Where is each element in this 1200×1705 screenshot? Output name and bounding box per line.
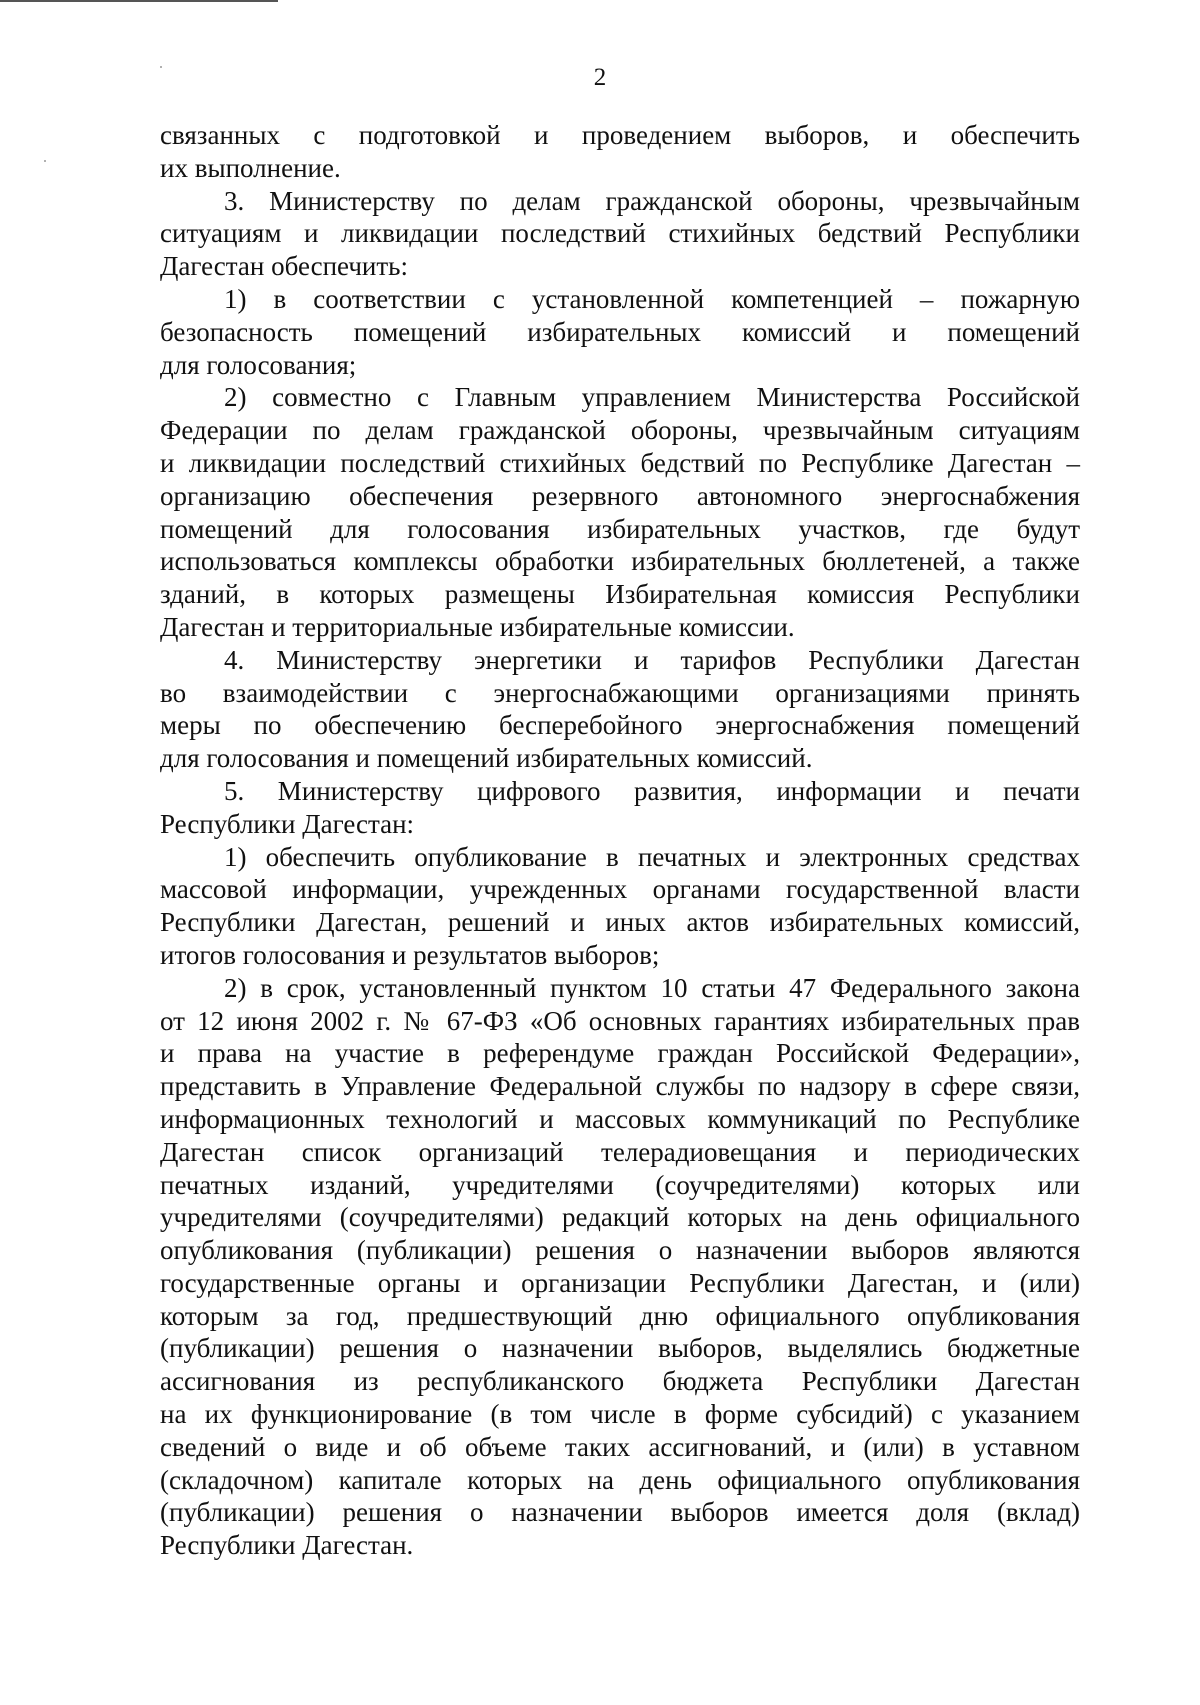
text-line: и права на участие в референдуме граждан Российской Федерации», <box>160 1038 1080 1069</box>
text-line: от 12 июня 2002 г. № 67-ФЗ «Об основных гарантиях избирательных прав <box>160 1005 1080 1036</box>
text-line: Республики Дагестан, решений и иных актов избирательных комиссий, <box>160 907 1080 938</box>
text-line: опубликования (публикации) решения о назначении выборов являются <box>160 1235 1080 1266</box>
text-line: 1) обеспечить опубликование в печатных и электронных средствах <box>224 841 1080 872</box>
text-line: меры по обеспечению бесперебойного энергоснабжения помещений <box>160 710 1080 741</box>
text-line: 5. Министерству цифрового развития, информации и печати <box>224 775 1080 806</box>
text-line: организацию обеспечения резервного автономного энергоснабжения <box>160 480 1080 511</box>
text-line: 4. Министерству энергетики и тарифов Республики Дагестан <box>224 644 1080 675</box>
text-line: использоваться комплексы обработки избирательных бюллетеней, а также <box>160 546 1080 577</box>
text-line: для голосования; <box>160 349 357 380</box>
text-line: Дагестан обеспечить: <box>160 251 408 282</box>
text-line: представить в Управление Федеральной службы по надзору в сфере связи, <box>160 1071 1080 1102</box>
text-line: и ликвидации последствий стихийных бедствий по Республике Дагестан – <box>160 447 1080 478</box>
text-line: учредителями (соучредителями) редакций которых на день официального <box>160 1202 1080 1233</box>
text-line: (публикации) решения о назначении выборов, выделялись бюджетные <box>160 1333 1080 1364</box>
text-line: итогов голосования и результатов выборов; <box>160 939 660 970</box>
text-line: во взаимодействии с энергоснабжающими организациями принять <box>160 677 1080 708</box>
text-line: Дагестан список организаций телерадиовещания и периодических <box>160 1136 1080 1167</box>
text-line: информационных технологий и массовых коммуникаций по Республике <box>160 1103 1080 1134</box>
text-line: Федерации по делам гражданской обороны, чрезвычайным ситуациям <box>160 415 1080 446</box>
scan-edge-line <box>0 0 278 2</box>
text-line: государственные органы и организации Республики Дагестан, и (или) <box>160 1267 1080 1298</box>
text-line: 3. Министерству по делам гражданской обороны, чрезвычайным <box>224 185 1080 216</box>
scan-speck <box>44 160 46 162</box>
text-line: связанных с подготовкой и проведением выборов, и обеспечить <box>160 120 1080 150</box>
text-line: для голосования и помещений избирательных комиссий. <box>160 743 813 774</box>
text-line: сведений о виде и об объеме таких ассигнований, и (или) в уставном <box>160 1431 1080 1462</box>
text-line: зданий, в которых размещены Избирательная комиссия Республики <box>160 579 1080 610</box>
document-body <box>160 119 1080 1562</box>
text-line: помещений для голосования избирательных участков, где будут <box>160 513 1080 544</box>
text-line: 1) в соответствии с установленной компетенцией – пожарную <box>224 283 1080 314</box>
text-line: (складочном) капитале которых на день официального опубликования <box>160 1464 1080 1495</box>
text-line: (публикации) решения о назначении выборов имеется доля (вклад) <box>160 1497 1080 1528</box>
text-line: безопасность помещений избирательных комиссий и помещений <box>160 316 1080 347</box>
text-line: 2) совместно с Главным управлением Министерства Российской <box>224 382 1080 413</box>
text-line: печатных изданий, учредителями (соучредителями) которых или <box>160 1169 1080 1200</box>
page-number: 2 <box>593 64 607 91</box>
text-line: Республики Дагестан. <box>160 1530 414 1561</box>
text-line: которым за год, предшествующий дню официального опубликования <box>160 1300 1080 1331</box>
text-line: ассигнования из республиканского бюджета Республики Дагестан <box>160 1366 1080 1397</box>
text-line: ситуациям и ликвидации последствий стихийных бедствий Республики <box>160 218 1080 249</box>
text-line: массовой информации, учрежденных органами государственной власти <box>160 874 1080 905</box>
text-line: Республики Дагестан: <box>160 808 415 839</box>
text-line: Дагестан и территориальные избирательные комиссии. <box>160 611 795 642</box>
text-line: 2) в срок, установленный пунктом 10 статьи 47 Федерального закона <box>224 972 1080 1003</box>
text-line: на их функционирование (в том числе в форме субсидий) с указанием <box>160 1399 1080 1430</box>
text-line: их выполнение. <box>160 152 341 183</box>
